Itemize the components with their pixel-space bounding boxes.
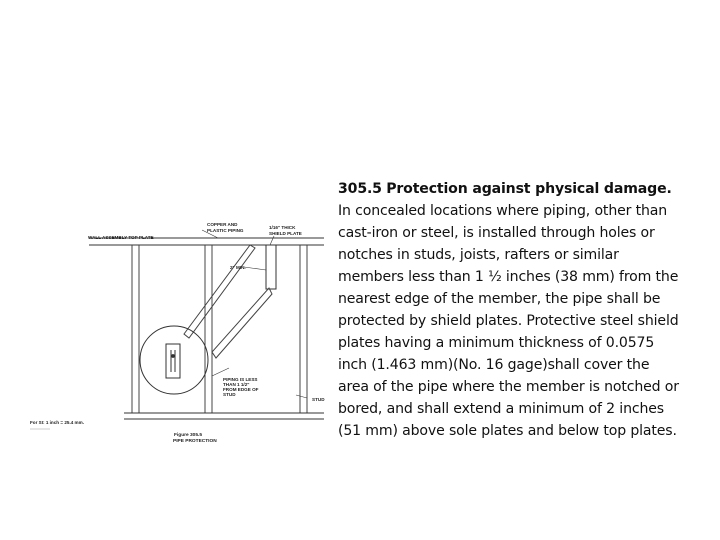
detail-circle	[140, 326, 208, 394]
label-less-4: STUD	[223, 392, 236, 397]
middle-stud	[205, 245, 212, 413]
label-less-1: PIPING IS LESS	[223, 377, 258, 382]
label-shield-1: 1/16" THICK	[269, 225, 296, 230]
section-paragraph	[338, 178, 683, 442]
label-copper-2: PLASTIC PIPING	[207, 228, 244, 233]
section-number: 305.5	[338, 181, 382, 197]
shield-plate	[266, 245, 276, 289]
figure-title: PIPE PROTECTION	[173, 439, 217, 444]
piping	[184, 245, 272, 358]
label-copper-1: COPPER AND	[207, 222, 238, 227]
label-wall-top-plate: WALL ASSEMBLY TOP PLATE	[88, 235, 154, 240]
right-stud	[300, 245, 307, 413]
label-stud: STUD	[312, 397, 325, 402]
figure-number: Figure 305.5	[174, 433, 202, 438]
label-less-3: FROM EDGE OF	[223, 387, 259, 392]
pipe-protection-drawing	[24, 218, 336, 450]
label-conversion: For SI: 1 inch = 25.4 mm.	[30, 420, 84, 425]
label-shield-2: SHIELD PLATE	[269, 231, 302, 236]
label-less-2: THAN 1 1/2"	[223, 382, 250, 387]
label-2-min: 2" MIN.	[230, 265, 246, 270]
section-heading: Protection against physical damage.	[386, 181, 672, 197]
pipe-protection-figure	[24, 218, 336, 450]
section-body: In concealed locations where piping, other than cast-iron or steel, is installed through holes or notches in studs, joists, rafters or similar members less than 1 ½ inches (38 mm) from the nearest edge of the member, the pipe shall be protected by shield plates. Protective steel shield plates having a minimum thickness of 0.0575 inch (1.463 mm)(No. 16 gage)shall cover the area of the pipe where the member is notched or bored, and shall extend a minimum of 2 inches (51 mm) above sole plates and below top plates.	[338, 203, 679, 439]
left-stud	[132, 245, 139, 413]
sole-plate	[124, 413, 324, 419]
